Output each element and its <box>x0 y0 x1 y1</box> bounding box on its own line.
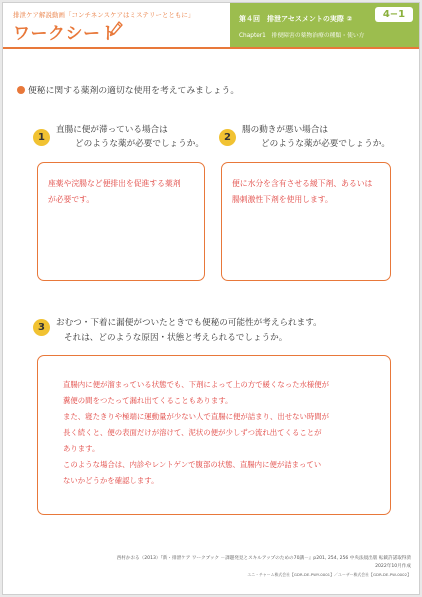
answer-1-line-2: が必要です。 <box>48 195 95 204</box>
answer-box-1 <box>37 162 205 281</box>
answer-3-line-4: 長く続くと、便の表面だけが溶けて、泥状の便が少しずつ流れ出てくることが <box>63 428 322 437</box>
header-chapter-area <box>230 3 419 47</box>
header-title-area <box>3 3 230 47</box>
answer-3-line-2: 糞便の間をつたって漏れ出てくることもあります。 <box>63 396 233 405</box>
section-title: Chapter1 排便障害の薬物治療の種類・使い方 <box>239 33 365 39</box>
answer-1-line-1: 座薬や浣腸など便排出を促進する薬剤 <box>48 179 181 188</box>
answer-3-line-5: あります。 <box>63 444 100 453</box>
worksheet-page <box>2 2 420 595</box>
answer-2-line-1: 便に水分を含有させる緩下剤、あるいは <box>232 179 373 188</box>
answer-box-2 <box>221 162 391 281</box>
question-2-line-1: 腸の動きが悪い場合は <box>242 125 328 135</box>
created-date: 2022年10月作成 <box>375 564 411 569</box>
intro-text: 便秘に関する薬剤の適切な使用を考えてみましょう。 <box>28 86 240 96</box>
answer-3-line-6: このような場合は、内診やレントゲンで腹部の状態、直腸内に便が詰まってい <box>63 460 322 469</box>
question-1-number: 1 <box>33 129 50 146</box>
question-2-line-2: どのような薬が必要でしょうか。 <box>261 139 390 149</box>
question-2-number: 2 <box>219 129 236 146</box>
pencil-icon <box>109 21 123 37</box>
citation-text: 西村かおる（2013）『新・排泄ケア ワークブック －課題発見とスキルアップのための70講－』p201, 254, 256 中央法規出版 転載許諾取得済 <box>116 556 411 561</box>
chapter-title: 第４回 排泄アセスメントの実際 ② <box>239 15 353 23</box>
question-1-line-1: 直腸に便が滞っている場合は <box>56 125 168 135</box>
answer-2-line-2: 腸刺激性下剤を使用します。 <box>232 195 333 204</box>
sheet-number-badge: 4−1 <box>375 7 413 22</box>
header-divider <box>3 47 419 49</box>
answer-3-line-1: 直腸内に便が溜まっている状態でも、下剤によって上の方で緩くなった水様便が <box>63 380 330 389</box>
answer-3-line-3: また、寝たきりや極端に運動量が少ない人で直腸に便が詰まり、出せない時間が <box>63 412 330 421</box>
question-3-line-1: おむつ・下着に漏便がついたときでも便秘の可能性が考えられます。 <box>56 318 322 328</box>
series-title: 排泄ケア解説動画「コンチネンスケアはミステリーとともに」 <box>13 11 195 19</box>
question-1-line-2: どのような薬が必要でしょうか。 <box>75 139 204 149</box>
answer-box-3 <box>37 355 391 515</box>
bullet-dot-icon <box>17 86 25 94</box>
intro-line <box>17 83 239 96</box>
worksheet-title: ワークシート <box>13 24 118 44</box>
answer-3-line-7: ないかどうかを確認します。 <box>63 476 159 485</box>
header <box>3 3 419 47</box>
footer-credit: ユニ・チャーム株式会社【GDR-DE-PWY-0001】／ユーザー株式会社【GDR-DE-PW-0002】 <box>247 572 411 577</box>
question-3-line-2: それは、どのような原因・状態と考えられるでしょうか。 <box>64 333 288 343</box>
question-3-number: 3 <box>33 319 50 336</box>
footer-citation <box>117 555 411 571</box>
